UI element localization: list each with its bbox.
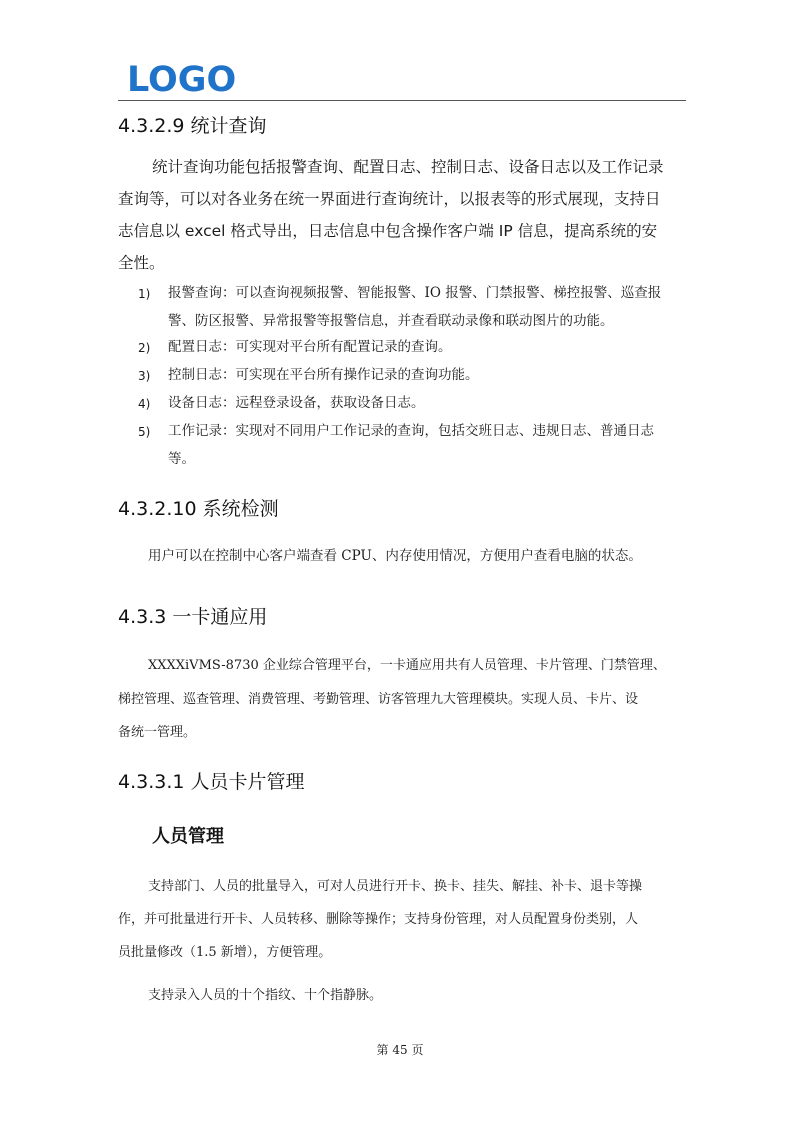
list-item-line: 报警查询：可以查询视频报警、智能报警、IO 报警、门禁报警、梯控报警、巡查报: [168, 285, 662, 301]
heading-4-3-3: 4.3.3 一卡通应用: [118, 606, 268, 628]
paragraph-line: 支持部门、人员的批量导入，可对人员进行开卡、换卡、挂失、解挂、补卡、退卡等操: [148, 879, 643, 894]
heading-4-3-3-1: 4.3.3.1 人员卡片管理: [118, 771, 305, 793]
list-number: 2): [138, 341, 151, 355]
paragraph-line: XXXXiVMS-8730 企业综合管理平台，一卡通应用共有人员管理、卡片管理、门禁管理、: [148, 658, 666, 673]
paragraph-line: 梯控管理、巡查管理、消费管理、考勤管理、访客管理九大管理模块。实现人员、卡片、设: [118, 692, 639, 707]
list-number: 3): [138, 369, 151, 383]
header-divider: [118, 100, 686, 101]
page-number: 第 45 页: [376, 1043, 424, 1057]
paragraph-line: 全性。: [118, 254, 165, 272]
paragraph-line: 支持录入人员的十个指纹、十个指静脉。: [148, 988, 383, 1003]
list-number: 5): [138, 425, 151, 439]
list-number: 1): [138, 287, 151, 301]
paragraph-line: 志信息以 excel 格式导出，日志信息中包含操作客户端 IP 信息，提高系统的安: [118, 222, 658, 240]
paragraph-line: 查询等，可以对各业务在统一界面进行查询统计，以报表等的形式展现，支持日: [118, 190, 661, 208]
list-item-line: 设备日志：远程登录设备，获取设备日志。: [168, 395, 425, 411]
list-number: 4): [138, 397, 151, 411]
paragraph-line: 作，并可批量进行开卡、人员转移、删除等操作；支持身份管理，对人员配置身份类别，人: [118, 912, 639, 927]
logo: LOGO: [127, 60, 237, 100]
heading-4-3-2-9: 4.3.2.9 统计查询: [118, 115, 267, 137]
list-item-line: 工作记录：实现对不同用户工作记录的查询，包括交班日志、违规日志、普通日志: [168, 423, 654, 439]
heading-4-3-2-10: 4.3.2.10 系统检测: [118, 498, 279, 520]
subheading-personnel-management: 人员管理: [152, 826, 224, 847]
list-item-line: 警、防区报警、异常报警等报警信息，并查看联动录像和联动图片的功能。: [168, 313, 614, 329]
paragraph-line: 员批量修改（1.5 新增），方便管理。: [118, 945, 332, 960]
paragraph-line: 统计查询功能包括报警查询、配置日志、控制日志、设备日志以及工作记录: [152, 158, 664, 176]
list-item-line: 配置日志：可实现对平台所有配置记录的查询。: [168, 339, 452, 355]
list-item-line: 控制日志：可实现在平台所有操作记录的查询功能。: [168, 367, 479, 383]
paragraph-line: 备统一管理。: [118, 725, 197, 740]
list-item-line: 等。: [168, 451, 195, 467]
paragraph-line: 用户可以在控制中心客户端查看 CPU、内存使用情况，方便用户查看电脑的状态。: [148, 548, 642, 564]
